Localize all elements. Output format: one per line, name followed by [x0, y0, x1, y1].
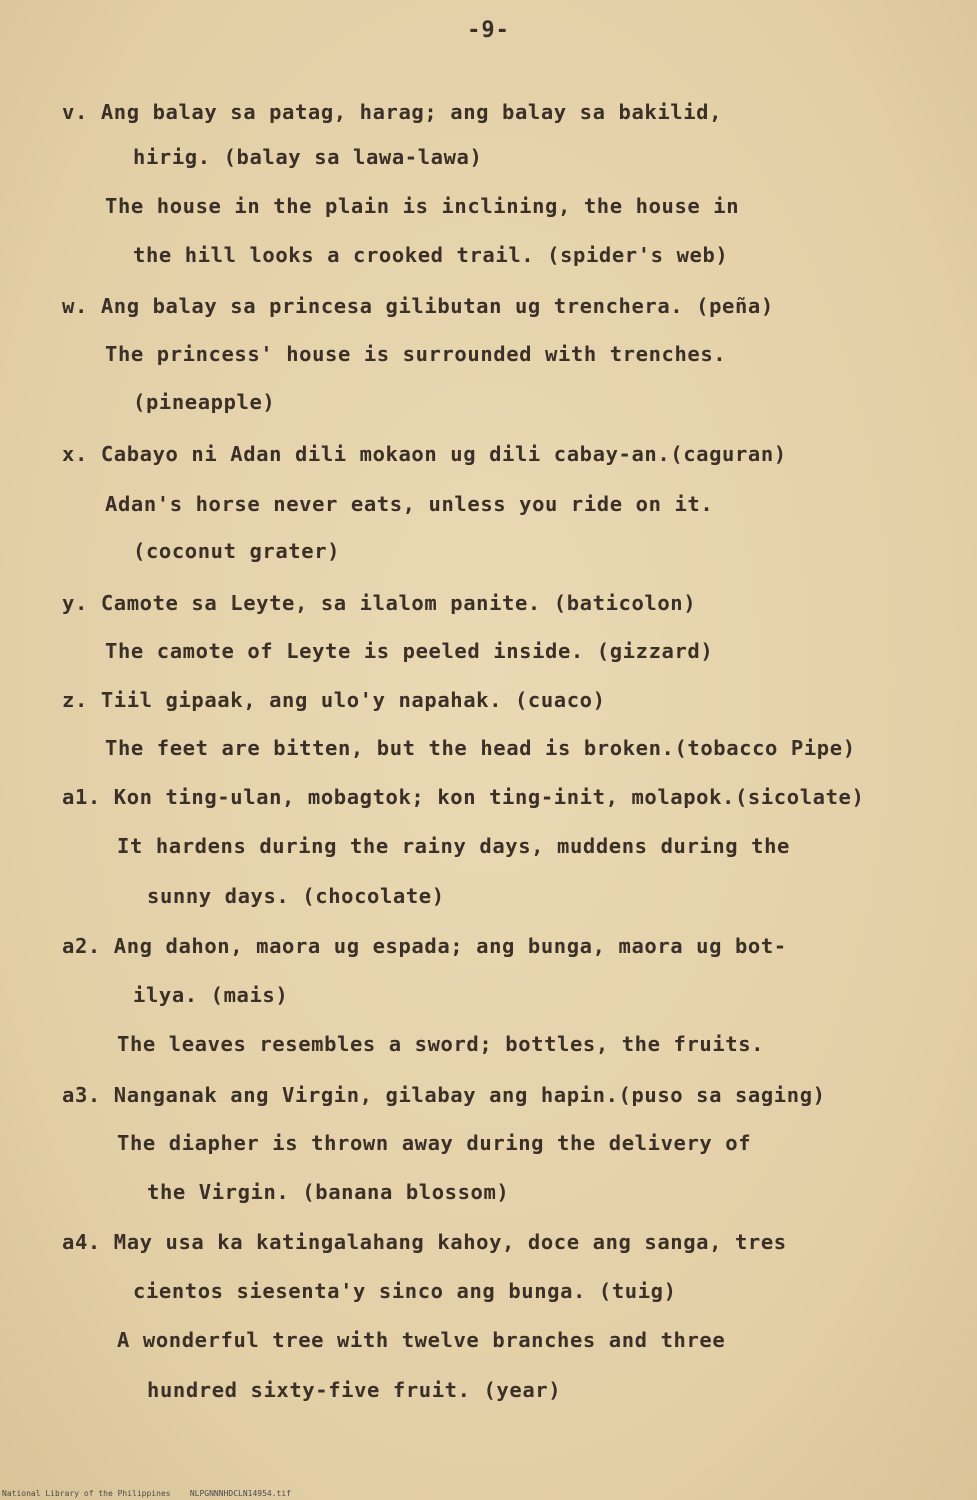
riddle-line: sunny days. (chocolate) — [147, 884, 445, 908]
riddle-line: w. Ang balay sa princesa gilibutan ug trenchera. (peña) — [62, 294, 774, 318]
riddle-line: the Virgin. (banana blossom) — [147, 1180, 510, 1204]
riddle-line: x. Cabayo ni Adan dili mokaon ug dili cabay-an.(caguran) — [62, 442, 787, 466]
riddle-line: The house in the plain is inclining, the house in — [105, 194, 740, 218]
riddle-line: a3. Nanganak ang Virgin, gilabay ang hapin.(puso sa saging) — [62, 1083, 826, 1107]
riddle-line: It hardens during the rainy days, muddens during the — [117, 834, 790, 858]
riddle-line: cientos siesenta'y sinco ang bunga. (tuig) — [133, 1279, 677, 1303]
riddle-line: hirig. (balay sa lawa-lawa) — [133, 145, 483, 169]
riddle-line: ilya. (mais) — [133, 983, 289, 1007]
riddle-line: The leaves resembles a sword; bottles, the fruits. — [117, 1032, 765, 1056]
riddle-line: y. Camote sa Leyte, sa ilalom panite. (baticolon) — [62, 591, 697, 615]
riddle-line: (coconut grater) — [133, 539, 341, 563]
riddle-line: Adan's horse never eats, unless you ride on it. — [105, 492, 714, 516]
riddle-line: The feet are bitten, but the head is broken.(tobacco Pipe) — [105, 736, 856, 760]
riddle-line: a1. Kon ting-ulan, mobagtok; kon ting-init, molapok.(sicolate) — [62, 785, 865, 809]
riddle-line: the hill looks a crooked trail. (spider's web) — [133, 243, 729, 267]
riddle-line: The princess' house is surrounded with trenches. — [105, 342, 727, 366]
page-number: -9- — [467, 18, 510, 43]
riddle-line: z. Tiil gipaak, ang ulo'y napahak. (cuaco) — [62, 688, 606, 712]
riddle-line: a2. Ang dahon, maora ug espada; ang bunga, maora ug bot- — [62, 934, 787, 958]
riddle-line: a4. May usa ka katingalahang kahoy, doce ang sanga, tres — [62, 1230, 787, 1254]
riddle-line: The diapher is thrown away during the delivery of — [117, 1131, 752, 1155]
riddle-line: A wonderful tree with twelve branches and three — [117, 1328, 726, 1352]
riddle-line: v. Ang balay sa patag, harag; ang balay sa bakilid, — [62, 100, 723, 124]
riddle-line: The camote of Leyte is peeled inside. (gizzard) — [105, 639, 714, 663]
riddle-line: hundred sixty-five fruit. (year) — [147, 1378, 562, 1402]
riddle-line: (pineapple) — [133, 390, 276, 414]
scan-footer: National Library of the Philippines NLPGNNNHDCLN14954.tif — [2, 1489, 291, 1498]
